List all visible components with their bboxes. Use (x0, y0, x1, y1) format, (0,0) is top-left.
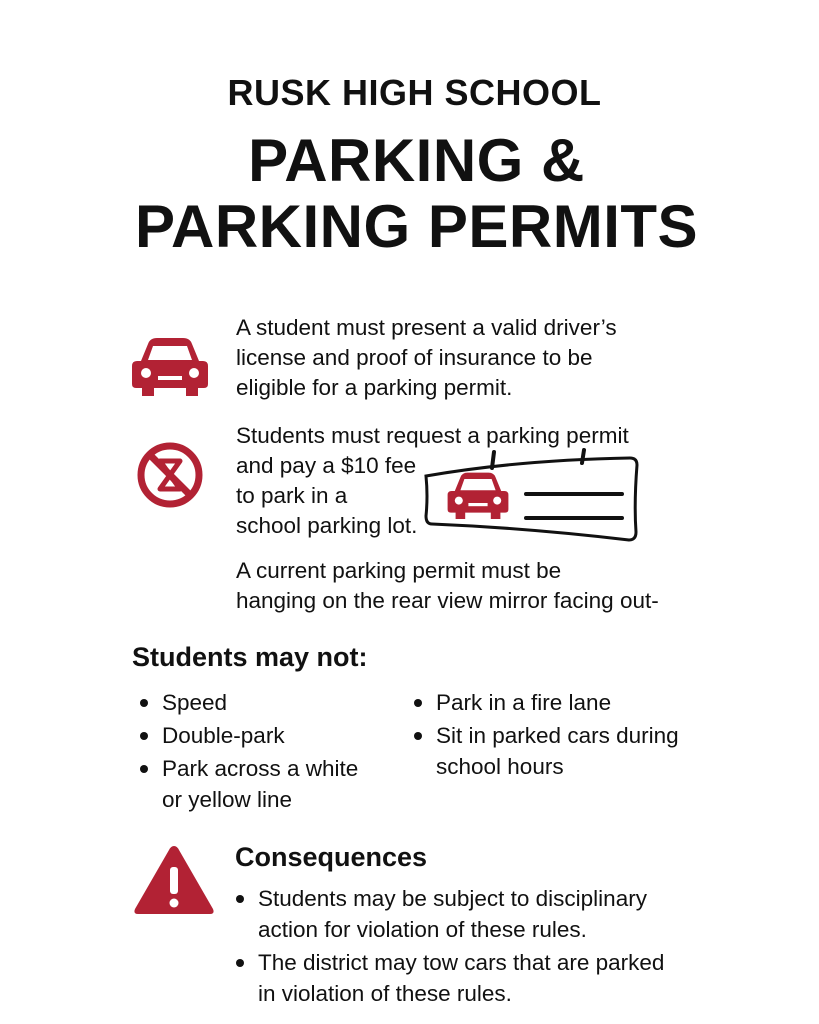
fee-requirement: Students must request a parking permit and pay a $10 fee to park in a school parking lot. (236, 423, 629, 538)
title-line-2: PARKING PERMITS (134, 193, 699, 260)
consequences-list (232, 883, 732, 1011)
license-requirement: A student must present a valid driver’s license and proof of insurance to be eligible for a parking permit. (236, 315, 617, 400)
title-line-1: PARKING & (248, 127, 585, 194)
list-item: Speed (136, 687, 396, 718)
rules-list-left (136, 687, 396, 817)
list-item: The district may tow cars that are parked in violation of these rules. (232, 947, 732, 1009)
list-item: Park in a fire lane (410, 687, 710, 718)
rules-heading: Students may not: (132, 642, 368, 672)
mirror-requirement: A current parking permit must be hanging on the rear view mirror facing out- (236, 558, 659, 613)
car-icon (130, 336, 210, 398)
page-title (0, 128, 819, 260)
list-item: Students may be subject to disciplinary action for violation of these rules. (232, 883, 732, 945)
no-waiting-icon (136, 441, 204, 509)
warning-icon (132, 843, 216, 917)
list-item: Sit in parked cars during school hours (410, 720, 710, 782)
school-name: RUSK HIGH SCHOOL (227, 72, 602, 113)
rules-list-right (410, 687, 710, 784)
list-item: Double-park (136, 720, 396, 751)
consequences-heading: Consequences (235, 842, 428, 872)
list-item: Park across a white or yellow line (136, 753, 396, 815)
parking-permit-tag-icon (418, 448, 644, 546)
